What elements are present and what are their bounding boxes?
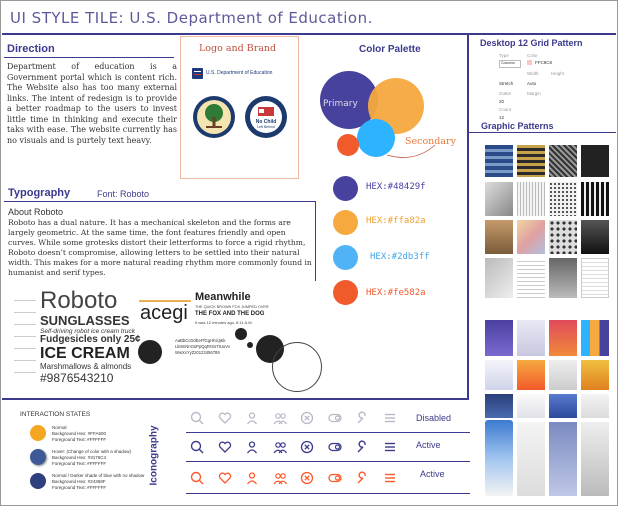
- pattern-thumb: [517, 394, 545, 418]
- pattern-thumb: [581, 258, 609, 298]
- hex-blue: HEX:#2db3ff: [370, 252, 430, 262]
- swatch-blue: [333, 245, 358, 270]
- user-icon[interactable]: [245, 440, 259, 454]
- pattern-thumb: [581, 360, 609, 390]
- close-circle-icon[interactable]: [300, 440, 314, 454]
- direction-text: Department of education is a Government portal which is content rich. The Website also has too many external links. The intent of redesign is to provide a better roadmap to the users to invest little time in thinking and execute their taks with ease. The website currently has no visuals and is purtely text heavy.: [7, 62, 177, 145]
- pattern-thumb: [549, 220, 577, 254]
- deco-circle-large: [138, 340, 162, 364]
- pattern-thumb: [581, 422, 609, 496]
- heart-icon[interactable]: [218, 471, 232, 485]
- deco-circle-tiny: [247, 342, 253, 348]
- title-divider: [2, 33, 616, 35]
- state-normal-title: Normal: [52, 425, 67, 430]
- pattern-thumb: [581, 320, 609, 356]
- about-roboto-text: Roboto has a dual nature. It has a mechanical skeleton and the forms are largely geometric. At the same time, the font features friendly and open curves. While some grotesks distort their letterforms to force a rigid rhythm, Roboto doesn’t compromise, allowing letters to be settled into their natural width. This makes for a more natural reading rhythm more commonly found in humanist and serif types.: [8, 218, 312, 277]
- search-icon[interactable]: [190, 471, 204, 485]
- specimen2-bar: [139, 300, 191, 330]
- pattern-thumb: [517, 320, 545, 356]
- toggle-icon[interactable]: [328, 471, 342, 485]
- secondary-label: Secondary: [405, 136, 456, 147]
- state-hover-title: Hover: (Change of color with a shadow): [52, 449, 132, 454]
- direction-heading: Direction: [7, 43, 55, 55]
- state-hover-bg: Background Hex: #3176C4: [52, 455, 107, 460]
- close-circle-icon: [300, 411, 314, 425]
- pattern-thumb: [517, 258, 545, 298]
- menu-icon[interactable]: [383, 440, 397, 454]
- specimen2-acegi: acegi: [140, 302, 188, 324]
- icon-row-divider: [186, 493, 470, 494]
- grid-heading: Desktop 12 Grid Pattern: [480, 38, 583, 48]
- pattern-thumb: [485, 360, 513, 390]
- pattern-thumb: [549, 258, 577, 298]
- pattern-thumb: [549, 360, 577, 390]
- search-icon[interactable]: [190, 440, 204, 454]
- grid-patterns-divider: [469, 132, 616, 133]
- grid-gutter-value: 20: [499, 99, 505, 104]
- state-hover-fg: Foreground Text: #FFFFFF: [52, 461, 107, 466]
- flag-icon: [192, 68, 203, 79]
- grid-color-chip[interactable]: [527, 60, 532, 65]
- specimen2-line3: It was 12 minutes ago, 8:11 A.M.: [195, 320, 253, 325]
- grid-height-label: Height: [551, 71, 565, 76]
- pattern-thumb: [549, 320, 577, 356]
- grid-count-value: 12: [499, 115, 505, 120]
- icon-row-label-disabled: Disabled: [416, 413, 452, 423]
- brand-text: U.S. Department of Education: [206, 70, 273, 76]
- state-normal-fg: Foreground Text: #FFFFFF: [52, 437, 107, 442]
- svg-text:No Child: No Child: [255, 119, 277, 125]
- specimen-roboto: Roboto: [40, 287, 118, 314]
- wrench-icon[interactable]: [355, 440, 369, 454]
- heart-icon: [218, 411, 232, 425]
- pattern-thumb: [581, 394, 609, 418]
- right-column-divider: [467, 35, 469, 400]
- hex-orange: HEX:#ffa82a: [366, 216, 426, 226]
- icon-row-label-active: Active: [416, 440, 441, 450]
- seal-emblem: [192, 95, 236, 139]
- pattern-thumb: [485, 420, 513, 496]
- specimen2-alpha2: LlMmNnOoPpQqRrSsTtUuVv: [175, 344, 231, 349]
- specimen2-alpha1: AaBbCcDdEeFfGgHhIiJjKk: [175, 338, 226, 343]
- state-hover-swatch[interactable]: [30, 449, 46, 465]
- swatch-red: [333, 280, 358, 305]
- typography-right-border: [315, 201, 316, 281]
- page-title: UI STYLE TILE: U.S. Department of Education.: [10, 9, 373, 27]
- state-normal-bg: Background Hex: #FFA600: [52, 431, 107, 436]
- grid-type-label: Type: [499, 53, 509, 58]
- user-icon[interactable]: [245, 471, 259, 485]
- pattern-thumb: [485, 182, 513, 216]
- hex-red: HEX:#fe582a: [366, 288, 426, 298]
- grid-color-label: Color: [527, 53, 538, 58]
- menu-icon[interactable]: [383, 471, 397, 485]
- specimen2-meanwhile: Meanwhile: [195, 291, 251, 303]
- grid-width-value: Auto: [527, 81, 537, 86]
- pattern-thumb: [581, 220, 609, 254]
- pattern-thumb: [485, 220, 513, 254]
- pattern-thumb: [485, 145, 513, 177]
- no-child-badge: [244, 95, 288, 139]
- grid-type-select[interactable]: Columns: [499, 60, 521, 68]
- red-circle: [337, 134, 359, 156]
- grid-width-label: Width: [527, 71, 539, 76]
- pattern-thumb: [517, 422, 545, 496]
- specimen-fudgesicles: Fudgesicles only 25¢: [40, 334, 141, 345]
- department-logo: [192, 66, 292, 82]
- state-dark-swatch[interactable]: [30, 473, 46, 489]
- close-circle-icon[interactable]: [300, 471, 314, 485]
- state-dark-bg: Background Hex: #24369F: [52, 479, 106, 484]
- pattern-thumb: [517, 360, 545, 390]
- icon-row-label-active-orange: Active: [420, 469, 445, 479]
- grid-settings-panel: [495, 51, 593, 121]
- hex-purple: HEX:#48429f: [366, 182, 426, 192]
- pattern-thumb: [485, 258, 513, 298]
- state-dark-title: Normal / Darker shade of blue with no shadow: [52, 473, 145, 478]
- specimen-marshmallows: Marshmallows & almonds: [40, 362, 132, 371]
- pattern-thumb: [517, 145, 545, 177]
- users-icon: [273, 411, 287, 425]
- grid-count-label: Count: [499, 107, 512, 112]
- icon-row-divider: [186, 461, 470, 462]
- pattern-thumb: [485, 394, 513, 418]
- specimen-icecream: ICE CREAM: [40, 345, 130, 362]
- primary-label: Primary: [323, 99, 358, 109]
- grid-margin-label: Margin: [527, 91, 541, 96]
- pattern-thumb: [581, 182, 609, 216]
- users-icon[interactable]: [273, 440, 287, 454]
- icon-row-divider: [186, 432, 470, 433]
- svg-text:Left Behind: Left Behind: [257, 125, 275, 129]
- toggle-icon: [328, 411, 342, 425]
- specimen2-alpha3: WwXxYyZz0123456789: [175, 350, 220, 355]
- grid-gutter-label: Gutter: [499, 91, 512, 96]
- pattern-thumb: [549, 422, 577, 496]
- specimen-truck: Self-driving robot ice cream truck: [40, 328, 136, 335]
- typography-heading: Typography: [8, 187, 71, 199]
- state-dark-fg: Foreground Text: #FFFFFF: [52, 485, 107, 490]
- typography-font: Font: Roboto: [97, 189, 150, 199]
- specimen2-line1: THE QUICK BROWN FOX JUMPED OVER: [195, 305, 269, 309]
- pattern-thumb: [549, 182, 577, 216]
- menu-icon: [383, 411, 397, 425]
- pattern-thumb: [517, 182, 545, 216]
- deco-circle-outline: [272, 342, 322, 392]
- search-icon: [190, 411, 204, 425]
- specimen-sunglasses: SUNGLASSES: [40, 313, 130, 328]
- pattern-thumb: [485, 320, 513, 356]
- toggle-icon[interactable]: [328, 440, 342, 454]
- swatch-purple: [333, 176, 358, 201]
- graphic-patterns-heading: Graphic Patterns: [481, 121, 554, 131]
- direction-underline: [4, 57, 174, 58]
- about-roboto-heading: About Roboto: [8, 207, 64, 217]
- deco-circle-small: [235, 328, 247, 340]
- color-palette-heading: Color Palette: [359, 44, 421, 55]
- pattern-thumb: [549, 394, 577, 418]
- user-icon: [245, 411, 259, 425]
- wrench-icon[interactable]: [355, 471, 369, 485]
- specimen-lines: [14, 300, 36, 384]
- interaction-heading: INTERACTION STATES: [20, 411, 91, 418]
- bottom-section-divider: [2, 398, 467, 400]
- grid-color-value: FFC8C8: [535, 60, 553, 65]
- logo-heading: Logo and Brand: [199, 43, 277, 54]
- pattern-thumb: [549, 145, 577, 177]
- wrench-icon: [355, 411, 369, 425]
- heart-icon[interactable]: [218, 440, 232, 454]
- iconography-heading: Iconography: [148, 425, 160, 486]
- pattern-thumb: [581, 145, 609, 177]
- grid-stretch-label: Stretch: [499, 81, 514, 86]
- typography-underline: [4, 201, 316, 202]
- users-icon[interactable]: [273, 471, 287, 485]
- state-normal-swatch[interactable]: [30, 425, 46, 441]
- specimen2-line2: THE FOX AND THE DOG: [195, 311, 265, 317]
- specimen-number: #9876543210: [40, 371, 114, 385]
- pattern-thumb: [517, 220, 545, 254]
- swatch-orange: [333, 210, 358, 235]
